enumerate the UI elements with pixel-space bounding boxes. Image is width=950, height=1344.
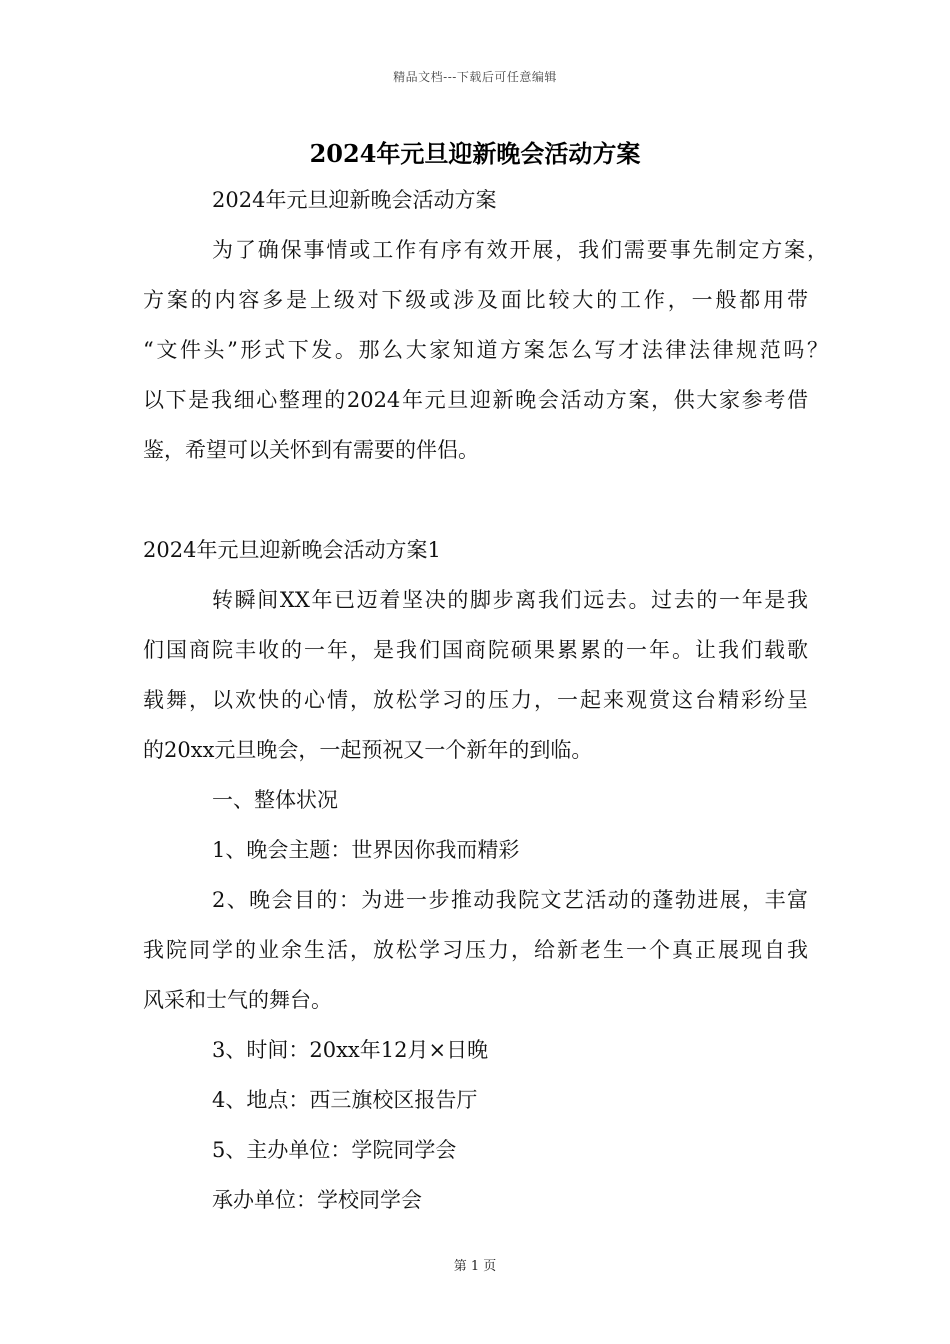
item-purpose-line-2: 我院同学的业余生活，放松学习压力，给新老生一个真正展现自我 xyxy=(143,938,808,962)
intro-line-3: “文件头”形式下发。那么大家知道方案怎么写才法律法律规范吗？ xyxy=(143,338,828,362)
para-line-3: 载舞，以欢快的心情，放松学习的压力，一起来观赏这台精彩纷呈 xyxy=(143,688,808,712)
document-title: 2024年元旦迎新晚会活动方案 xyxy=(309,139,641,168)
section-heading: 2024年元旦迎新晚会活动方案1 xyxy=(143,538,441,562)
intro-line-2: 方案的内容多是上级对下级或涉及面比较大的工作，一般都用带 xyxy=(143,288,808,312)
overview-heading: 一、整体状况 xyxy=(212,788,338,812)
subtitle-line: 2024年元旦迎新晚会活动方案 xyxy=(212,188,497,212)
para-line-1: 转瞬间XX年已迈着坚决的脚步离我们远去。过去的一年是我 xyxy=(212,588,808,612)
item-time: 3、时间：20xx年12月×日晚 xyxy=(212,1038,489,1062)
intro-line-5: 鉴，希望可以关怀到有需要的伴侣。 xyxy=(143,438,479,462)
page-header: 精品文档---下载后可任意编辑 xyxy=(393,70,557,84)
item-host: 承办单位：学校同学会 xyxy=(212,1188,422,1212)
item-location: 4、地点：西三旗校区报告厅 xyxy=(212,1088,478,1112)
item-purpose-line-3: 风采和士气的舞台。 xyxy=(143,988,332,1012)
para-line-2: 们国商院丰收的一年，是我们国商院硕果累累的一年。让我们载歌 xyxy=(143,638,808,662)
page-number: 第 1 页 xyxy=(453,1259,497,1274)
intro-line-1: 为了确保事情或工作有序有效开展，我们需要事先制定方案， xyxy=(212,238,828,262)
item-purpose-line-1: 2、晚会目的：为进一步推动我院文艺活动的蓬勃进展，丰富 xyxy=(212,888,808,912)
intro-line-4: 以下是我细心整理的2024年元旦迎新晚会活动方案，供大家参考借 xyxy=(143,388,808,412)
para-line-4: 的20xx元旦晚会，一起预祝又一个新年的到临。 xyxy=(143,738,593,762)
item-organizer: 5、主办单位：学院同学会 xyxy=(212,1138,457,1162)
item-theme: 1、晚会主题：世界因你我而精彩 xyxy=(212,838,520,862)
